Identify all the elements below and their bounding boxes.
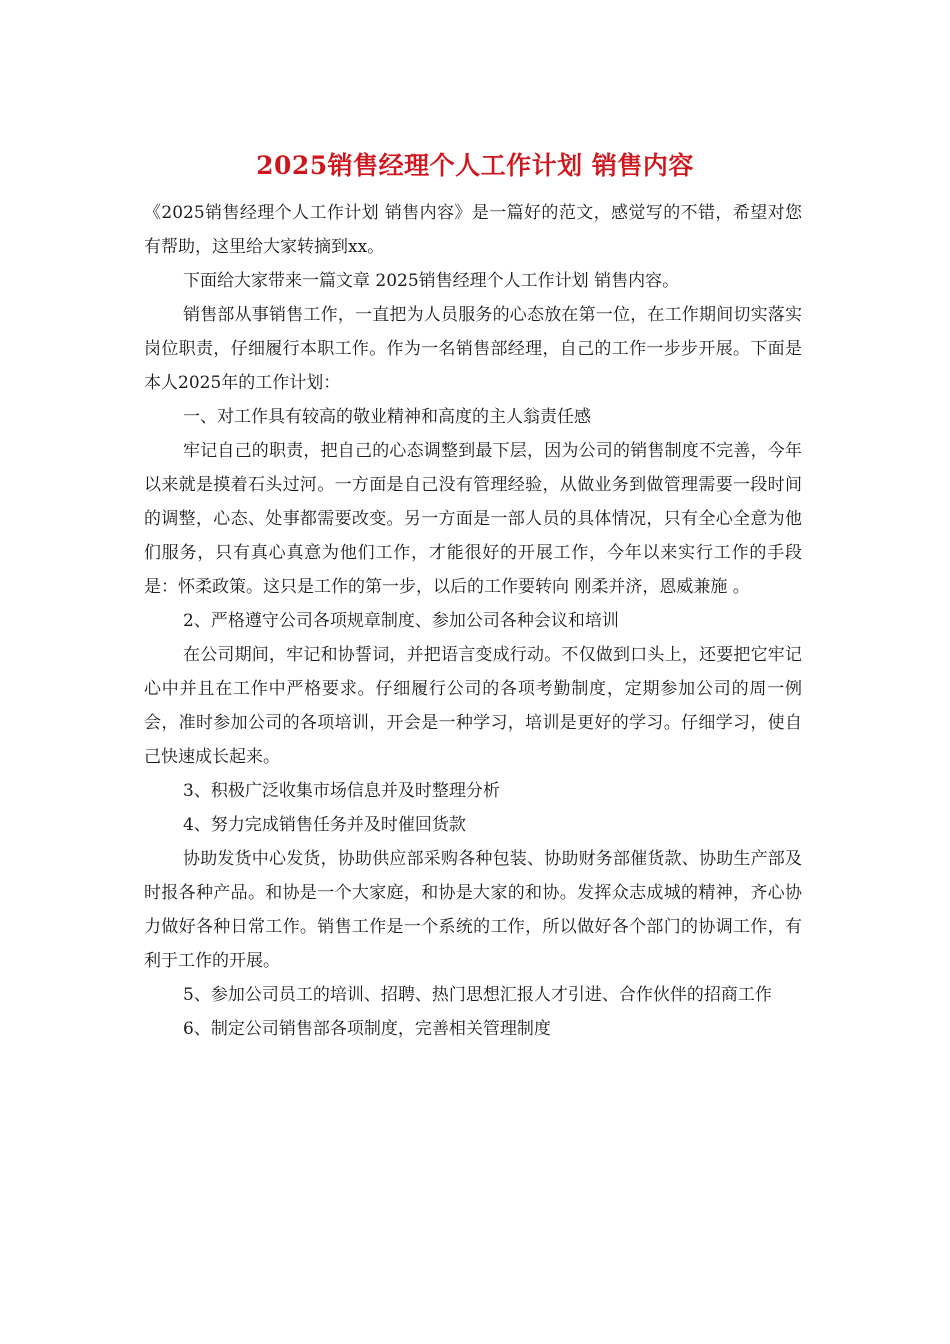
section-heading: 2、严格遵守公司各项规章制度、参加公司各种会议和培训 bbox=[183, 611, 619, 631]
paragraph: 协助发货中心发货，协助供应部采购各种包装、协助财务部催货款、协助生产部及时报各种产品。和协是一个大家庭，和协是大家的和协。发挥众志成城的精神，齐心协力做好各种日常工作。销售工作是一个系统的工作，所以做好各个部门的协调工作，有利于工作的开展。 bbox=[144, 849, 802, 971]
paragraph: 《2025销售经理个人工作计划 销售内容》是一篇好的范文，感觉写的不错，希望对您有帮助，这里给大家转摘到xx。 bbox=[144, 203, 802, 257]
section-heading: 3、积极广泛收集市场信息并及时整理分析 bbox=[183, 781, 500, 801]
document-title: 2025销售经理个人工作计划 销售内容 bbox=[256, 151, 694, 180]
paragraph: 牢记自己的职责，把自己的心态调整到最下层，因为公司的销售制度不完善，今年以来就是摸着石头过河。一方面是自己没有管理经验，从做业务到做管理需要一段时间的调整，心态、处事都需要改变。另一方面是一部人员的具体情况，只有全心全意为他们服务，只有真心真意为他们工作，才能很好的开展工作，今年以来实行工作的手段是：怀柔政策。这只是工作的第一步，以后的工作要转向 刚柔并济，恩威兼施 。 bbox=[144, 441, 802, 597]
section-heading: 4、努力完成销售任务并及时催回货款 bbox=[183, 815, 466, 835]
document-body bbox=[144, 196, 802, 1046]
paragraph: 下面给大家带来一篇文章 2025销售经理个人工作计划 销售内容。 bbox=[183, 271, 680, 291]
paragraph: 在公司期间，牢记和协誓词，并把语言变成行动。不仅做到口头上，还要把它牢记心中并且在工作中严格要求。仔细履行公司的各项考勤制度，定期参加公司的周一例会，准时参加公司的各项培训，开会是一种学习，培训是更好的学习。仔细学习，使自己快速成长起来。 bbox=[144, 645, 802, 767]
section-heading: 6、制定公司销售部各项制度，完善相关管理制度 bbox=[183, 1019, 551, 1039]
section-heading: 一、对工作具有较高的敬业精神和高度的主人翁责任感 bbox=[183, 407, 591, 427]
section-heading: 5、参加公司员工的培训、招聘、热门思想汇报人才引进、合作伙伴的招商工作 bbox=[183, 985, 772, 1005]
paragraph: 销售部从事销售工作，一直把为人员服务的心态放在第一位，在工作期间切实落实岗位职责，仔细履行本职工作。作为一名销售部经理，自己的工作一步步开展。下面是本人2025年的工作计划： bbox=[144, 305, 802, 393]
